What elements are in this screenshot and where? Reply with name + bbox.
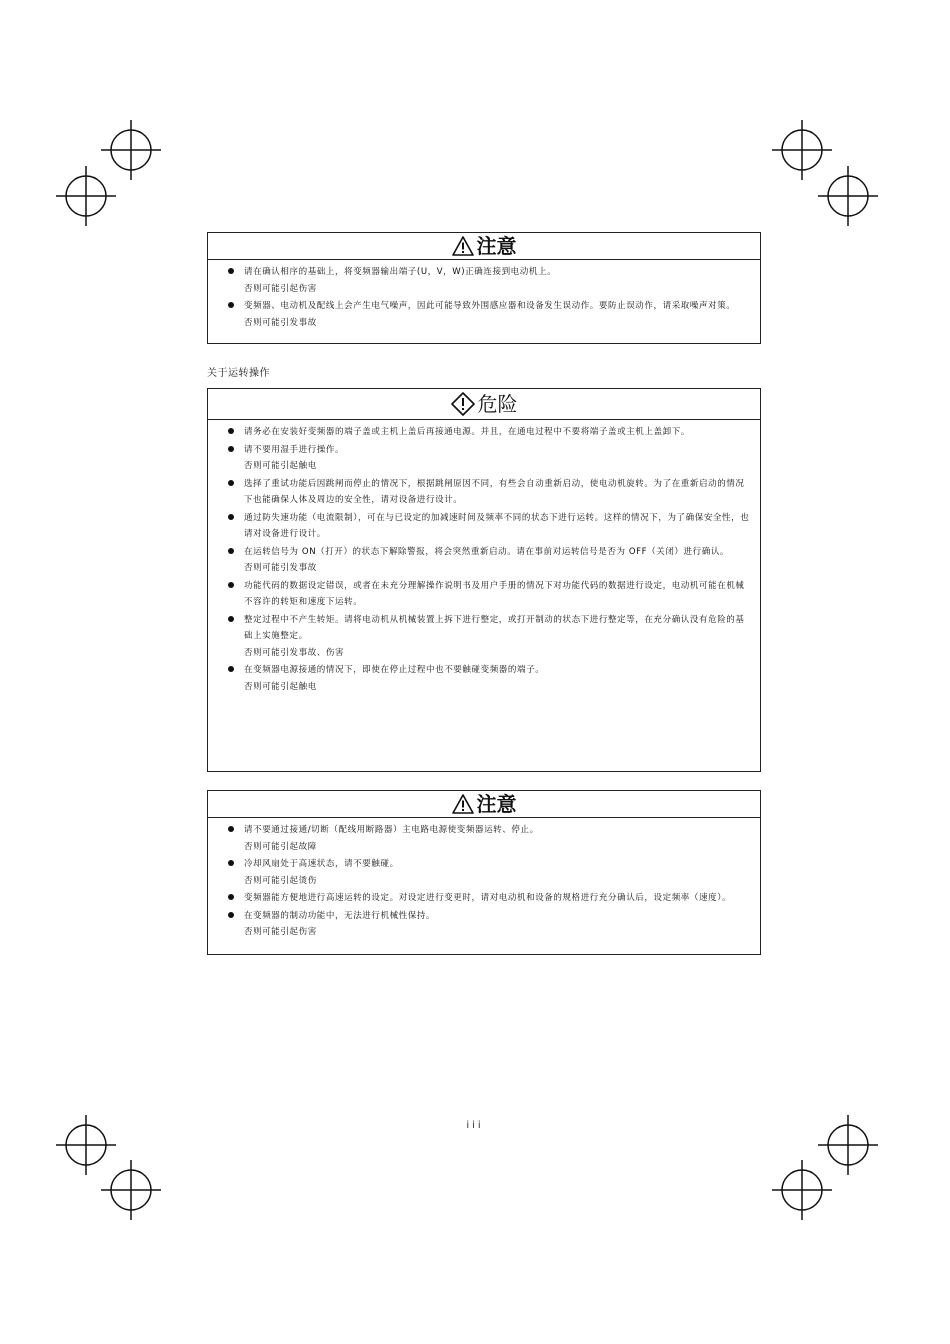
bullet-icon: [228, 446, 234, 452]
danger-item-7: [226, 612, 752, 645]
item-note: 否则可能引起触电: [244, 461, 317, 471]
warning-triangle-icon: [452, 236, 474, 256]
caution-box-1-title: 注意: [476, 234, 517, 258]
danger-box: [207, 388, 761, 772]
caution-2-item-2: [226, 856, 752, 873]
bullet-icon: [228, 268, 234, 274]
item-text: 功能代码的数据设定错误，或者在未充分理解操作说明书及用户手册的情况下对功能代码的数据进行设定，电动机可能在机械不容许的转矩和速度下运转。: [244, 580, 745, 607]
caution-1-item-2: [226, 298, 752, 315]
bullet-icon: [228, 894, 234, 900]
item-note: 否则可能引起伤害: [244, 927, 317, 937]
danger-item-3: [226, 476, 752, 509]
page-number: iii: [466, 1120, 484, 1131]
item-note: 否则可能引发事故、伤害: [244, 647, 345, 658]
bullet-icon: [228, 912, 234, 918]
danger-item-5: [226, 544, 752, 561]
item-text: 整定过程中不产生转矩。请将电动机从机械装置上拆下进行整定，或打开制动的状态下进行整定等，在充分确认没有危险的基础上实施整定。: [244, 614, 745, 641]
section-label: 关于运转操作: [207, 368, 270, 379]
bullet-icon: [228, 582, 234, 588]
item-text: 通过防失速功能（电流限制），可在与已设定的加减速时间及频率不同的状态下进行运转。这样的情况下，为了确保安全性，也请对设备进行设计。: [244, 512, 750, 539]
danger-item-4: [226, 510, 752, 543]
item-note: 否则可能引起触电: [244, 681, 317, 692]
danger-diamond-icon: [451, 392, 475, 416]
item-text: 在变频器的制动功能中，无法进行机械性保持。: [244, 910, 436, 921]
item-note: 否则可能引起伤害: [244, 283, 317, 294]
item-text: 请务必在安装好变频器的端子盖或主机上盖后再接通电源。并且，在通电过程中不要将端子盖或主机上盖卸下。: [244, 427, 690, 437]
item-note: 否则可能引起故障: [244, 841, 317, 852]
danger-box-title: 危险: [477, 392, 518, 416]
danger-box-header: [208, 389, 760, 420]
caution-box-2-title: 注意: [476, 792, 517, 816]
registration-mark-top-right-lower: [818, 166, 878, 226]
caution-box-2-header: [208, 791, 760, 818]
caution-2-item-4: [226, 908, 752, 925]
registration-mark-bottom-left-lower: [101, 1160, 161, 1220]
item-text: 选择了重试功能后因跳闸而停止的情况下，根据跳闸原因不同，有些会自动重新启动，使电动机旋转。为了在重新启动的情况下也能确保人体及周边的安全性，请对设备进行设计。: [244, 478, 745, 505]
item-text: 请不要通过接通/切断（配线用断路器）主电路电源使变频器运转、停止。: [244, 825, 539, 835]
item-note: 否则可能引起烫伤: [244, 875, 317, 886]
registration-mark-bottom-right-lower: [772, 1160, 832, 1220]
bullet-icon: [228, 548, 234, 554]
bullet-icon: [228, 428, 234, 434]
item-text: 变频器能方便地进行高速运转的设定。对设定进行变更时，请对电动机和设备的规格进行充分确认后，设定频率（速度）。: [244, 893, 732, 903]
item-text: 在运转信号为 ON（打开）的状态下解除警报，将会突然重新启动。请在事前对运转信号是否为 OFF（关闭）进行确认。: [244, 546, 730, 557]
item-note: 否则可能引发事故: [244, 317, 317, 328]
bullet-icon: [228, 826, 234, 832]
danger-item-2: [226, 442, 752, 459]
registration-mark-top-left-lower: [56, 166, 116, 226]
item-text: 请不要用湿手进行操作。: [244, 444, 345, 455]
item-text: 在变频器电源接通的情况下，即使在停止过程中也不要触碰变频器的端子。: [244, 665, 545, 675]
bullet-icon: [228, 480, 234, 486]
bullet-icon: [228, 666, 234, 672]
warning-triangle-icon: [452, 794, 474, 814]
caution-2-item-1: [226, 822, 752, 839]
danger-item-1: [226, 424, 752, 441]
item-text: 变频器、电动机及配线上会产生电气噪声，因此可能导致外围感应器和设备发生误动作。要防止误动作，请采取噪声对策。: [244, 301, 736, 311]
bullet-icon: [228, 616, 234, 622]
bullet-icon: [228, 860, 234, 866]
danger-item-6: [226, 578, 752, 611]
caution-1-item-1: [226, 264, 752, 281]
bullet-icon: [228, 514, 234, 520]
bullet-icon: [228, 302, 234, 308]
caution-box-2: [207, 790, 761, 955]
item-text: 冷却风扇处于高速状态，请不要触碰。: [244, 859, 399, 869]
item-note: 否则可能引发事故: [244, 563, 317, 573]
danger-item-8: [226, 662, 752, 679]
caution-box-1: [207, 232, 761, 344]
item-text: 请在确认相序的基础上，将变频器输出端子(U，V，W)正确连接到电动机上。: [244, 267, 557, 277]
caution-box-1-header: [208, 233, 760, 260]
caution-2-item-3: [226, 890, 752, 907]
